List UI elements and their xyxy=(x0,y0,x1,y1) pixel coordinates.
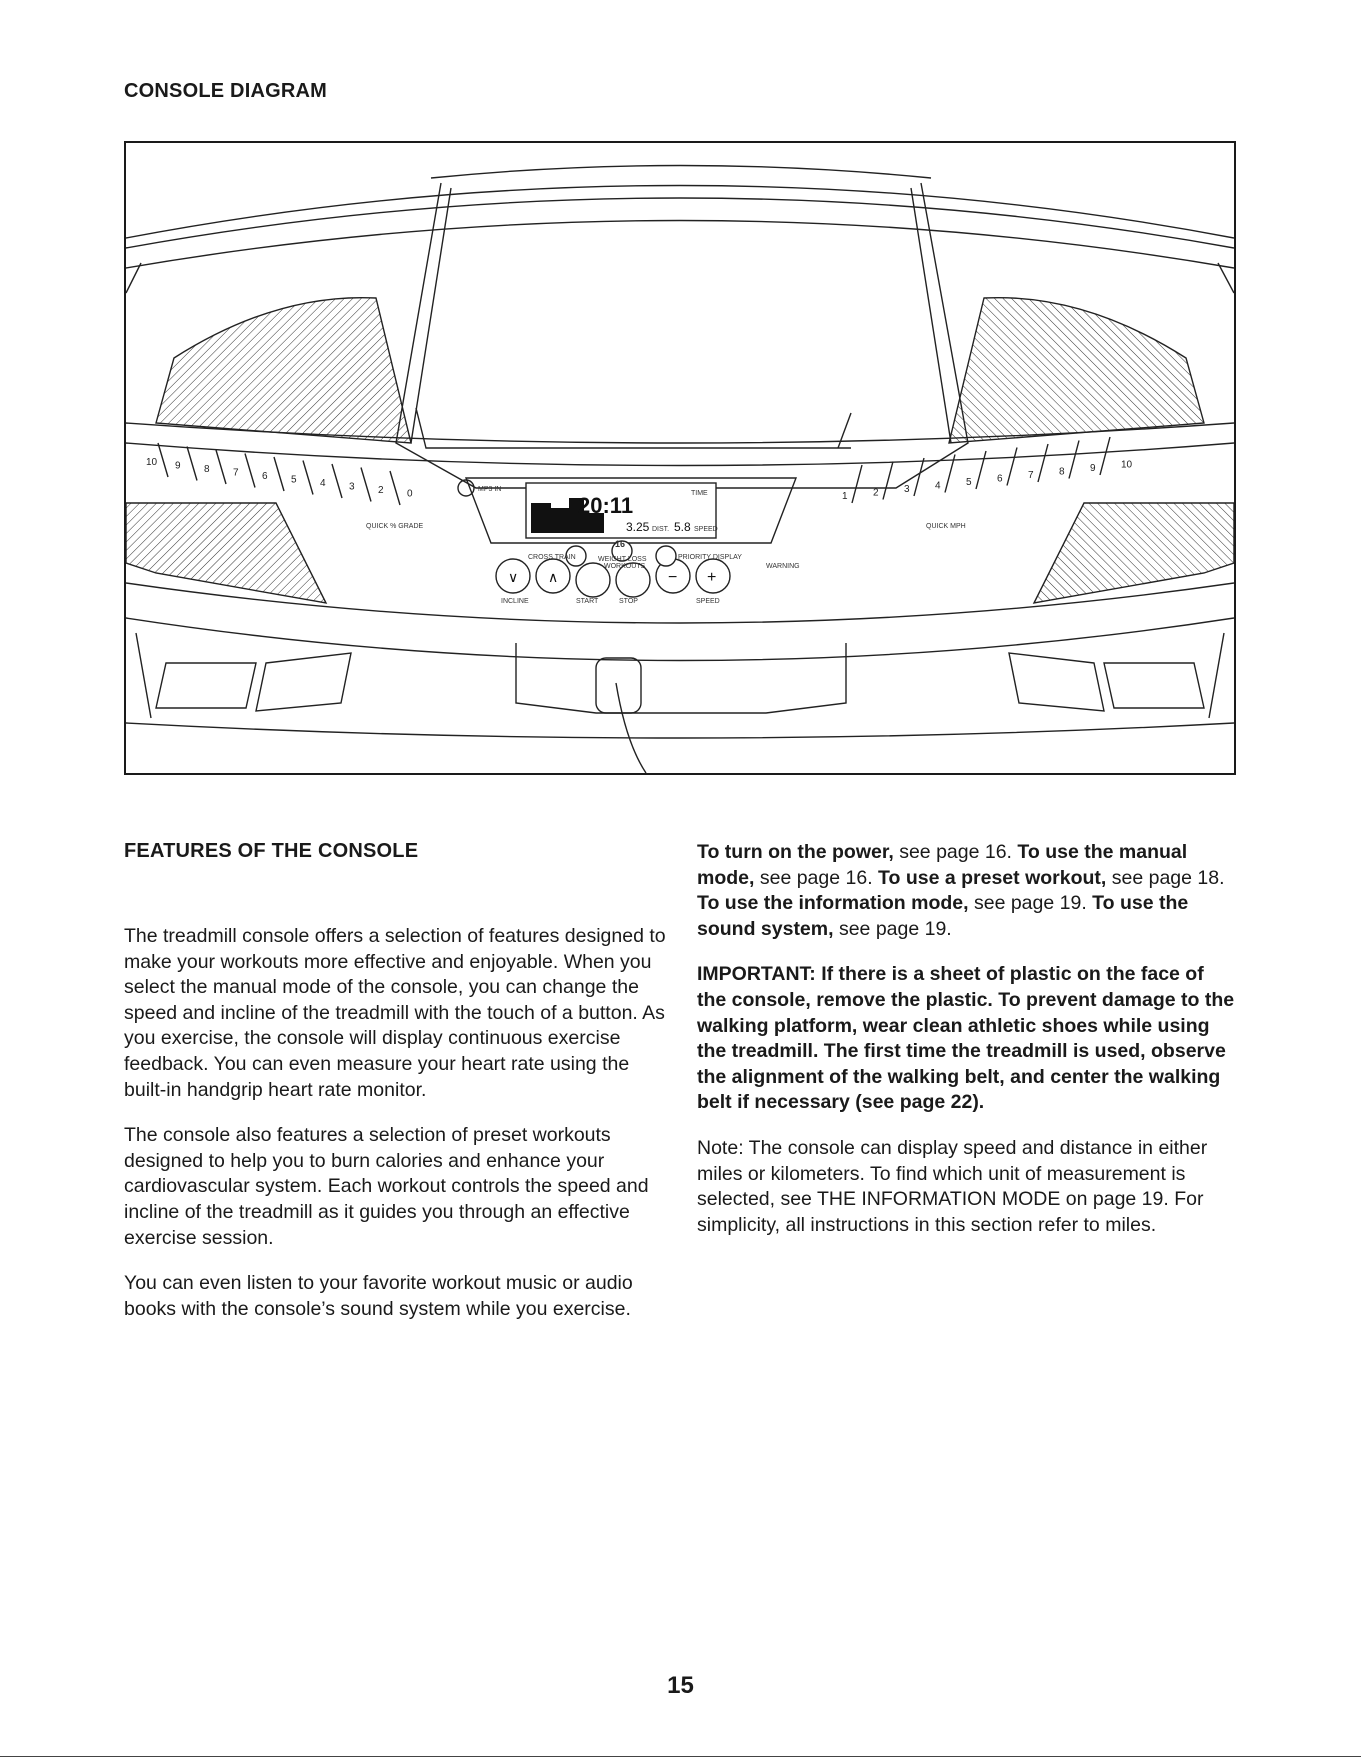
speed-key-label: 8 xyxy=(1059,466,1065,478)
navigation-paragraph: To turn on the power, see page 16. To use the manual mode, see page 16. To use a preset workout, see page 18. To use the information mode, see page 19. To use the sound system, see page 19. xyxy=(697,841,1225,940)
incline-key-label: 6 xyxy=(262,471,268,482)
distance-value: 3.25 xyxy=(626,520,650,534)
cross-train-label: CROSS TRAIN xyxy=(528,554,576,561)
speed-key-label: 2 xyxy=(873,487,879,499)
speed-quick-key[interactable] xyxy=(1069,441,1079,479)
left-column xyxy=(124,924,669,1342)
speed-key-label: 1 xyxy=(842,491,848,502)
speed-key-label: 6 xyxy=(997,473,1003,485)
incline-key-label: 8 xyxy=(204,464,210,475)
incline-key-label: 5 xyxy=(291,474,297,486)
sound-paragraph: You can even listen to your favorite workout music or audio books with the console’s sound system while you exercise. xyxy=(124,1272,633,1320)
incline-quick-key[interactable] xyxy=(361,468,371,502)
page-number: 15 xyxy=(667,1672,694,1699)
features-heading: FEATURES OF THE CONSOLE xyxy=(124,840,419,862)
speed-quick-key[interactable] xyxy=(1038,444,1048,482)
stop-label: STOP xyxy=(619,598,638,605)
incline-key-label: 2 xyxy=(378,485,384,496)
incline-quick-key[interactable] xyxy=(216,450,226,484)
quick-grade-label: QUICK % GRADE xyxy=(366,523,424,530)
incline-quick-key[interactable] xyxy=(158,443,168,477)
speed-value: 5.8 xyxy=(674,520,691,534)
intro-paragraph: The treadmill console offers a selection of features designed to make your workouts more effective and enjoyable. When you select the manual mode of the console, you can change the speed and incline of the treadmill with the touch of a button. As you exercise, the console will display continuous exercise feedback. You can even measure your heart rate using the built-in handgrip heart rate monitor. xyxy=(124,925,666,1101)
priority-display-button[interactable] xyxy=(656,546,676,566)
speed-label: SPEED xyxy=(696,598,720,605)
incline-quick-key[interactable] xyxy=(390,471,400,505)
priority-display-label: PRIORITY DISPLAY xyxy=(678,554,742,561)
incline-key-label: 10 xyxy=(146,457,158,468)
speed-quick-key[interactable] xyxy=(914,458,924,496)
time-label: TIME xyxy=(691,490,708,497)
incline-quick-key[interactable] xyxy=(245,454,255,488)
incline-quick-key[interactable] xyxy=(303,461,313,495)
console-diagram xyxy=(124,141,1236,775)
speed-key-label: 9 xyxy=(1090,463,1096,474)
incline-up-symbol: ∧ xyxy=(548,569,559,585)
console-illustration xyxy=(126,143,1234,773)
speed-quick-key[interactable] xyxy=(852,465,862,503)
incline-key-label: 3 xyxy=(349,481,355,493)
footer-rule xyxy=(0,1756,1361,1757)
workouts-label: WORKOUTS xyxy=(604,563,646,570)
weight-loss-label: WEIGHT LOSS xyxy=(598,556,647,563)
time-value: 20:11 xyxy=(578,493,634,518)
note-paragraph: Note: The console can display speed and distance in either miles or kilometers. To find which unit of measurement is selected, see THE INFORMATION MODE on page 19. For simplicity, all instructions in this section refer to miles. xyxy=(697,1136,1208,1236)
warning-label: WARNING xyxy=(766,563,800,570)
speed-quick-key[interactable] xyxy=(1100,437,1110,475)
speed-key-label: 4 xyxy=(935,480,941,492)
quick-mph-label: QUICK MPH xyxy=(926,523,966,530)
speed-key-label: 5 xyxy=(966,477,972,488)
incline-key-label: 0 xyxy=(407,488,413,500)
start-label: START xyxy=(576,598,599,605)
important-paragraph: IMPORTANT: If there is a sheet of plastic on the face of the console, remove the plastic. To prevent damage to the walking platform, wear clean athletic shoes while using the treadmill. The first time the treadmill is used, observe the alignment of the walking belt, and center the walking belt if necessary (see page 22). xyxy=(697,963,1235,1114)
workouts-paragraph: The console also features a selection of preset workouts designed to help you to burn calories and enhance your cardiovascular system. Each workout controls the speed and incline of the treadmill as it guides you through an effective exercise session. xyxy=(124,1124,649,1249)
incline-quick-key[interactable] xyxy=(274,457,284,491)
page-title: CONSOLE DIAGRAM xyxy=(124,80,327,102)
speed-quick-key[interactable] xyxy=(883,462,893,500)
speed-quick-key[interactable] xyxy=(1007,448,1017,486)
speed-up-symbol: + xyxy=(707,569,717,586)
incline-key-label: 7 xyxy=(233,467,239,479)
incline-down-symbol: ∨ xyxy=(508,569,519,585)
incline-label: INCLINE xyxy=(501,598,529,605)
incline-quick-key[interactable] xyxy=(187,447,197,481)
speed-key-label: 7 xyxy=(1028,470,1034,481)
speed-display-label: SPEED xyxy=(694,526,718,533)
incline-quick-key[interactable] xyxy=(332,464,342,498)
distance-label: DIST. xyxy=(652,526,670,533)
speed-quick-key[interactable] xyxy=(976,451,986,489)
mp3-label: MP3 IN xyxy=(478,486,502,493)
incline-key-label: 9 xyxy=(175,460,181,472)
workouts-number: 16 xyxy=(615,539,626,549)
speed-key-label: 10 xyxy=(1121,459,1133,471)
incline-key-label: 4 xyxy=(320,478,326,489)
speed-key-label: 3 xyxy=(904,484,910,495)
right-column xyxy=(697,840,1237,1258)
speed-down-symbol: − xyxy=(668,569,678,586)
